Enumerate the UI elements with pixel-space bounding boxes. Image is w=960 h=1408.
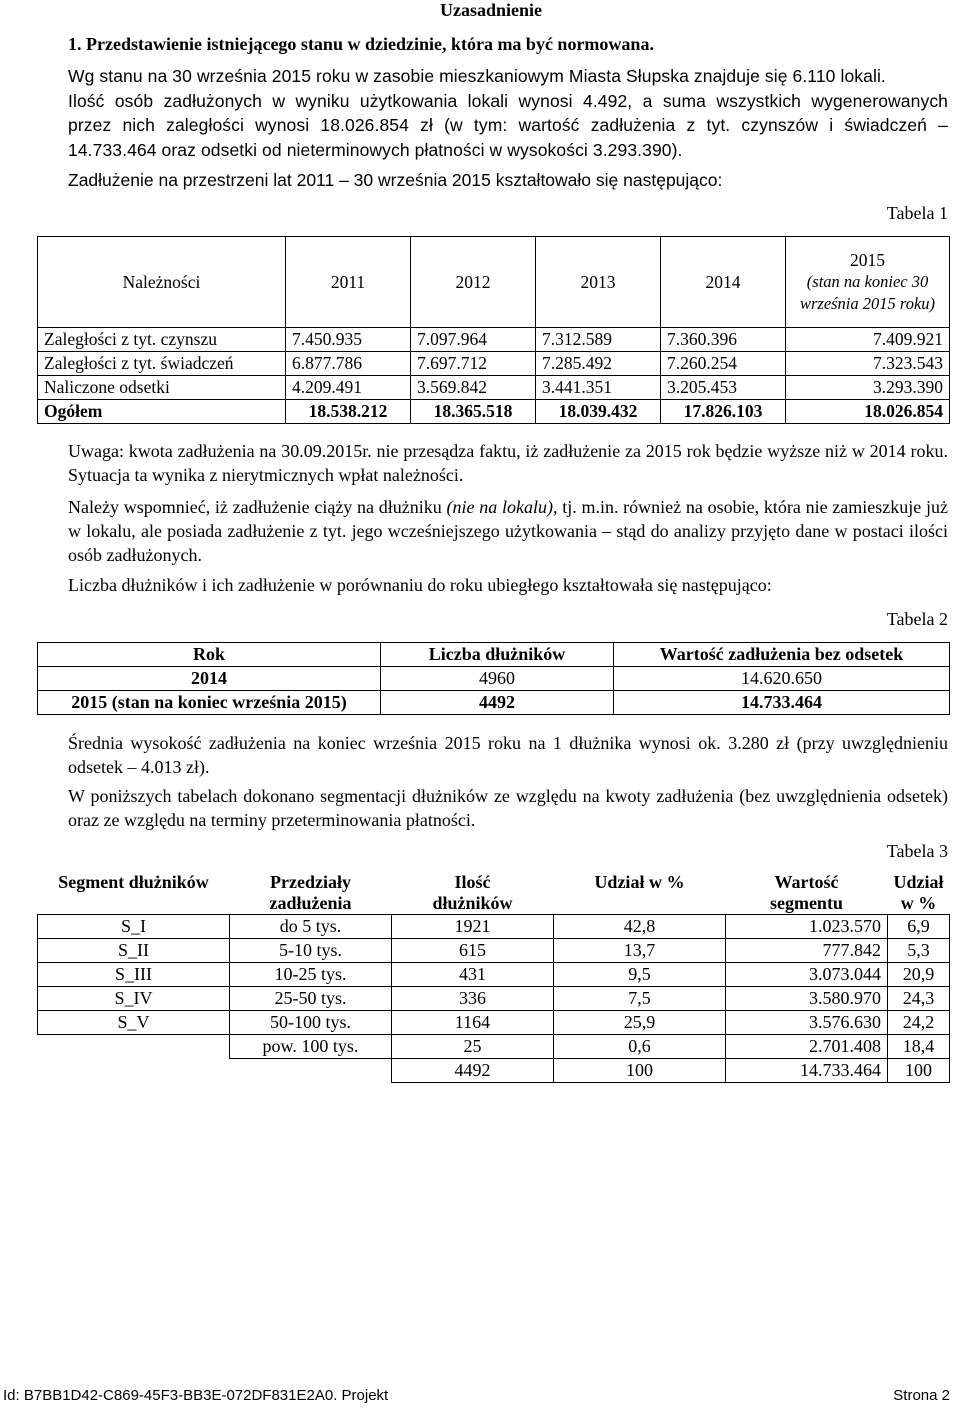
table3-cell: 615: [391, 939, 553, 963]
table1-header-cell: Należności: [38, 237, 286, 328]
table3-cell: 6,9: [887, 915, 949, 939]
footer-page-number: Strona 2: [893, 1387, 950, 1404]
table1-cell: 18.365.518: [411, 400, 536, 424]
table1-cell: 18.538.212: [286, 400, 411, 424]
table3-header-line: dłużników: [432, 893, 513, 913]
table3-cell: 3.576.630: [725, 1011, 887, 1035]
table3-cell: [229, 1059, 391, 1083]
table1-header-cell: 2014: [661, 237, 786, 328]
table-row-total: [38, 1059, 950, 1083]
table1-header-cell: 2012: [411, 237, 536, 328]
table1-cell: 7.360.396: [661, 328, 786, 352]
table3-cell: 5,3: [887, 939, 949, 963]
table1-cell: 3.441.351: [536, 376, 661, 400]
table3-cell: S_I: [38, 915, 230, 939]
table1-cell: Ogółem: [38, 400, 286, 424]
table2-cell: 14.733.464: [614, 691, 950, 715]
table3-cell: 25-50 tys.: [229, 987, 391, 1011]
table3-cell: S_II: [38, 939, 230, 963]
note-2-part-a: Należy wspomnieć, iż zadłużenie ciąży na dłużniku: [68, 497, 447, 517]
table2-header-cell: Liczba dłużników: [381, 643, 614, 667]
table3-cell: 9,5: [553, 963, 725, 987]
table-row: [38, 328, 950, 352]
table3-header-line: segmentu: [769, 893, 843, 913]
table3-cell: 20,9: [887, 963, 949, 987]
table3-cell: 777.842: [725, 939, 887, 963]
debt-intro: Zadłużenie na przestrzeni lat 2011 – 30 września 2015 kształtowało się następująco:: [68, 170, 723, 190]
table1-cell: 7.409.921: [786, 328, 950, 352]
table3-cell: 4492: [391, 1059, 553, 1083]
table3-header-cell: [887, 872, 949, 915]
table3-header-cell: [229, 872, 391, 915]
table1-cell: Zaległości z tyt. świadczeń: [38, 352, 286, 376]
segmentation-paragraph: W poniższych tabelach dokonano segmentacji dłużników ze względu na kwoty zadłużenia (bez uwzględnienia odsetek) oraz ze względu na terminy przeterminowania płatności.: [68, 786, 948, 830]
footer-document-id: Id: B7BB1D42-C869-45F3-BB3E-072DF831E2A0. Projekt: [3, 1387, 389, 1404]
table1-header-year: 2015: [850, 249, 885, 270]
table3-header-cell: [391, 872, 553, 915]
table3-cell: 13,7: [553, 939, 725, 963]
debtor-comparison-table: [37, 642, 950, 715]
table1-header-note: (stan na koniec 30 września 2015 roku): [799, 271, 936, 313]
table3-cell: S_V: [38, 1011, 230, 1035]
table2-cell: 2014: [38, 667, 381, 691]
table3-caption: Tabela 3: [886, 841, 948, 861]
table3-cell: 24,3: [887, 987, 949, 1011]
compare-intro: Liczba dłużników i ich zadłużenie w porównaniu do roku ubiegłego kształtowała się następująco:: [68, 575, 772, 595]
table3-header-line: Ilość: [454, 872, 491, 892]
note-2: [68, 495, 948, 567]
table3-header-cell: [553, 872, 725, 915]
table3-cell: 2.701.408: [725, 1035, 887, 1059]
table2-caption: Tabela 2: [886, 609, 948, 629]
table3-cell: 25: [391, 1035, 553, 1059]
table-row: [38, 1011, 950, 1035]
table1-cell: 3.293.390: [786, 376, 950, 400]
table1-header-cell: 2013: [536, 237, 661, 328]
table1-cell: 7.097.964: [411, 328, 536, 352]
table-row: [38, 1035, 950, 1059]
table3-header-line: Udział: [893, 872, 944, 892]
table3-cell: do 5 tys.: [229, 915, 391, 939]
table1-header-cell: 2011: [286, 237, 411, 328]
debt-table: [37, 236, 950, 424]
table3-cell: S_III: [38, 963, 230, 987]
table3-header-line: w %: [900, 893, 937, 913]
note-2-part-b: (nie na lokalu),: [446, 497, 558, 517]
table1-cell: Zaległości z tyt. czynszu: [38, 328, 286, 352]
table3-cell: 10-25 tys.: [229, 963, 391, 987]
table-row: [38, 987, 950, 1011]
table1-cell: Naliczone odsetki: [38, 376, 286, 400]
table3-cell: S_IV: [38, 987, 230, 1011]
table1-cell: 18.026.854: [786, 400, 950, 424]
section-heading: 1. Przedstawienie istniejącego stanu w dziedzinie, która ma być normowana.: [68, 34, 654, 54]
table1-cell: 17.826.103: [661, 400, 786, 424]
segment-table: [37, 872, 950, 1083]
table1-cell: 7.260.254: [661, 352, 786, 376]
table3-header-line: Przedziały: [269, 872, 351, 892]
table1-cell: 7.450.935: [286, 328, 411, 352]
table-row: [38, 915, 950, 939]
table-row: [38, 376, 950, 400]
intro-line-2: Ilość osób zadłużonych w wyniku użytkowania lokali wynosi 4.492, a suma wszystkich wygenerowanych: [68, 90, 948, 111]
table-row: [38, 352, 950, 376]
table-row: [38, 691, 950, 715]
table3-header-line: Wartość: [774, 872, 839, 892]
table3-cell: 18,4: [887, 1035, 949, 1059]
table1-cell: 7.285.492: [536, 352, 661, 376]
table2-cell: 2015 (stan na koniec września 2015): [38, 691, 381, 715]
table2-cell: 14.620.650: [614, 667, 950, 691]
table3-header-cell: [38, 872, 230, 915]
table3-cell: 1921: [391, 915, 553, 939]
average-debt-paragraph: Średnia wysokość zadłużenia na koniec września 2015 roku na 1 dłużnika wynosi ok. 3.280 zł (przy uwzględnieniu odsetek – 4.013 zł).: [68, 733, 948, 777]
table3-cell: 3.073.044: [725, 963, 887, 987]
table-row: [38, 963, 950, 987]
table3-header-line: zadłużenia: [269, 893, 352, 913]
table3-cell: 50-100 tys.: [229, 1011, 391, 1035]
table-row-total: [38, 400, 950, 424]
table-row: [38, 939, 950, 963]
table3-cell: 100: [887, 1059, 949, 1083]
table1-cell: 18.039.432: [536, 400, 661, 424]
table1-caption: Tabela 1: [886, 203, 948, 223]
table3-cell: [38, 1059, 230, 1083]
table3-cell: 7,5: [553, 987, 725, 1011]
table-row: [38, 872, 950, 915]
table3-cell: 14.733.464: [725, 1059, 887, 1083]
table3-header-cell: [725, 872, 887, 915]
note-2-part-c: tj. m.in. również na osobie, która nie zamieszkuje już w lokalu, ale posiada zadłużenie z tyt. jego wcześniejszego użytkowania – stąd do analizy przyjęto dane w postaci ilości osób zadłużonych.: [68, 497, 948, 565]
intro-line-1: Wg stanu na 30 września 2015 roku w zasobie mieszkaniowym Miasta Słupska znajduje się 6.110 lokali.: [68, 66, 886, 86]
table3-cell: 42,8: [553, 915, 725, 939]
table3-cell: pow. 100 tys.: [229, 1035, 391, 1059]
table3-cell: 24,2: [887, 1011, 949, 1035]
intro-line-3: przez nich zaległości wynosi 18.026.854 zł (w tym: wartość zadłużenia z tyt. czynszów i świadczeń –: [68, 115, 948, 135]
table1-cell: 3.205.453: [661, 376, 786, 400]
table3-header-line: Segment dłużników: [58, 872, 209, 892]
table3-cell: 3.580.970: [725, 987, 887, 1011]
table1-cell: 3.569.842: [411, 376, 536, 400]
table-row: [38, 643, 950, 667]
table2-header-cell: Rok: [38, 643, 381, 667]
table1-cell: 7.697.712: [411, 352, 536, 376]
table-row: [38, 667, 950, 691]
table2-cell: 4960: [381, 667, 614, 691]
table3-cell: 25,9: [553, 1011, 725, 1035]
document-title: Uzasadnienie: [440, 0, 543, 20]
table1-cell: 4.209.491: [286, 376, 411, 400]
table3-cell: 1.023.570: [725, 915, 887, 939]
table3-cell: 1164: [391, 1011, 553, 1035]
table3-cell: 5-10 tys.: [229, 939, 391, 963]
table1-cell: 6.877.786: [286, 352, 411, 376]
table2-header-cell: Wartość zadłużenia bez odsetek: [614, 643, 950, 667]
table3-cell: 431: [391, 963, 553, 987]
intro-line-4: 14.733.464 oraz odsetki od nieterminowych płatności w wysokości 3.293.390).: [68, 139, 683, 160]
table3-cell: 336: [391, 987, 553, 1011]
table1-header-cell-2015: [786, 237, 950, 328]
table3-header-line: Udział w %: [594, 872, 685, 892]
table1-cell: 7.312.589: [536, 328, 661, 352]
table1-cell: 7.323.543: [786, 352, 950, 376]
table2-cell: 4492: [381, 691, 614, 715]
intro-paragraph: [68, 64, 948, 162]
note-1: Uwaga: kwota zadłużenia na 30.09.2015r. nie przesądza faktu, iż zadłużenie za 2015 rok będzie wyższe niż w 2014 roku. Sytuacja ta wynika z nierytmicznych wpłat należności.: [68, 441, 948, 485]
table3-cell: 100: [553, 1059, 725, 1083]
table3-cell: [38, 1035, 230, 1059]
table3-cell: 0,6: [553, 1035, 725, 1059]
